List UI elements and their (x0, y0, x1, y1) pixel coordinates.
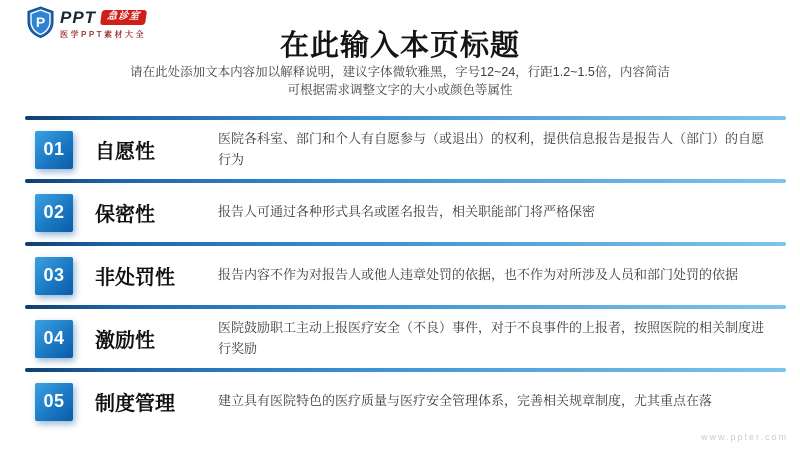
item-number-badge: 02 (35, 194, 73, 232)
svg-text:P: P (35, 14, 46, 30)
item-number-badge: 04 (35, 320, 73, 358)
principles-list (25, 116, 786, 431)
list-item-row (25, 372, 786, 431)
item-description: 报告内容不作为对报告人或他人违章处罚的依据，也不作为对所涉及人员和部门处罚的依据 (218, 267, 739, 283)
list-item-row (25, 183, 786, 242)
subtitle-line-2: 可根据需求调整文字的大小或颜色等属性 (287, 83, 513, 98)
item-label: 制度管理 (95, 393, 175, 415)
list-item (25, 242, 786, 305)
item-label: 非处罚性 (95, 267, 175, 289)
item-label: 自愿性 (95, 141, 155, 163)
item-number-badge: 05 (35, 383, 73, 421)
item-description: 医院各科室、部门和个人有自愿参与（或退出）的权利，提供信息报告是报告人（部门）的自愿行为 (218, 130, 765, 167)
item-label: 保密性 (95, 204, 155, 226)
list-item-row (25, 246, 786, 305)
item-description: 报告人可通过各种形式具名或匿名报告，相关职能部门将严格保密 (218, 204, 596, 220)
logo-tagline: 医学PPT素材大全 (60, 30, 147, 39)
subtitle-line-1: 请在此处添加文本内容加以解释说明，建议字体微软雅黑，字号12~24，行距1.2~1.5倍，内容简洁 (130, 65, 670, 79)
watermark-url: www.ppter.com (700, 432, 788, 442)
item-number-badge: 03 (35, 257, 73, 295)
item-description: 医院鼓励职工主动上报医疗安全（不良）事件，对于不良事件的上报者，按照医院的相关制度进行奖励 (218, 319, 765, 356)
logo-brand-text: PPT (60, 8, 97, 27)
item-description: 建立具有医院特色的医疗质量与医疗安全管理体系，完善相关规章制度，尤其重点在落 (218, 393, 713, 409)
list-item-row (25, 120, 786, 179)
list-item (25, 179, 786, 242)
item-label: 激励性 (95, 330, 155, 352)
list-item-row (25, 309, 786, 368)
list-item (25, 116, 786, 179)
list-item (25, 368, 786, 431)
logo-badge: 急诊室 (100, 10, 147, 25)
page-title: 在此输入本页标题 (279, 30, 520, 62)
list-item (25, 305, 786, 368)
page-subtitle (60, 63, 740, 99)
item-number-badge: 01 (35, 131, 73, 169)
